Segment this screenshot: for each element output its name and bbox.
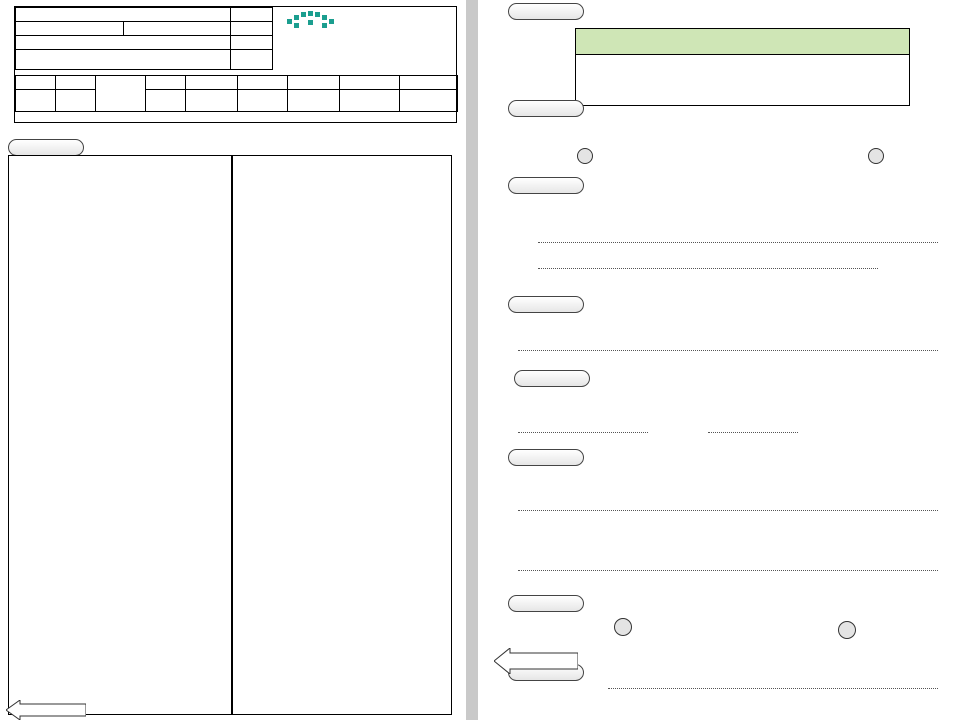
ministry-logo — [276, 11, 350, 67]
q6-expr-line[interactable] — [708, 432, 798, 433]
grade-words-label — [16, 76, 56, 90]
time-label — [231, 36, 273, 50]
exam-fields-table — [15, 7, 273, 70]
q8-comparisons — [598, 618, 948, 640]
q8a-answer-circle[interactable] — [838, 621, 856, 639]
q3-equations — [596, 147, 946, 165]
q8b-answer-circle[interactable] — [614, 618, 632, 636]
q5-answer-line[interactable] — [518, 350, 938, 351]
student-name-field[interactable] — [16, 50, 231, 70]
rule-label — [576, 29, 909, 55]
signature-label — [288, 90, 340, 112]
q7b-answer-line[interactable] — [518, 570, 938, 571]
left-arrow-icon — [494, 648, 578, 674]
exam-page-1 — [0, 0, 466, 720]
subject-label — [231, 8, 273, 22]
q6-score-pill — [514, 370, 590, 387]
q8-score-pill — [508, 595, 584, 612]
grade-box-label — [96, 76, 146, 112]
q3-score-pill — [508, 100, 584, 117]
q3b-answer-circle-1[interactable] — [577, 148, 593, 164]
signature-table — [15, 75, 458, 112]
rule-table — [575, 28, 910, 106]
q3a-answer-circle[interactable] — [868, 148, 884, 164]
student-name-label — [231, 50, 273, 70]
q7-score-pill — [508, 449, 584, 466]
corrector-label — [400, 76, 458, 90]
grid-divider — [231, 156, 233, 714]
grade-value — [123, 22, 231, 36]
q7a-answer-line[interactable] — [518, 510, 938, 511]
left-arrow-icon — [6, 700, 86, 720]
signature-label — [186, 90, 238, 112]
q4-words-line[interactable] — [538, 268, 878, 269]
q1-score-pill — [8, 139, 84, 156]
q4-draw-line[interactable] — [538, 242, 938, 243]
exam-header — [14, 6, 457, 123]
grade-numbers-label — [56, 76, 96, 90]
q2-score-pill — [508, 3, 584, 20]
subject-value — [16, 8, 231, 22]
continue-arrow — [6, 700, 86, 720]
ministry-logo-icon — [283, 11, 343, 33]
exam-page-2 — [478, 0, 960, 720]
reviewer-label — [288, 76, 340, 90]
q9-answer-line[interactable] — [608, 688, 938, 689]
corrector-name — [340, 76, 400, 90]
exam-title — [15, 111, 456, 124]
time-value — [16, 36, 231, 50]
q5-score-pill — [508, 296, 584, 313]
q4-score-pill — [508, 177, 584, 194]
mcq-grid — [8, 155, 452, 715]
grade-label — [231, 22, 273, 36]
q6-sentence-line[interactable] — [518, 432, 648, 433]
continue-arrow-2 — [494, 648, 578, 674]
checker-label — [186, 76, 238, 90]
signature-label — [400, 90, 458, 112]
